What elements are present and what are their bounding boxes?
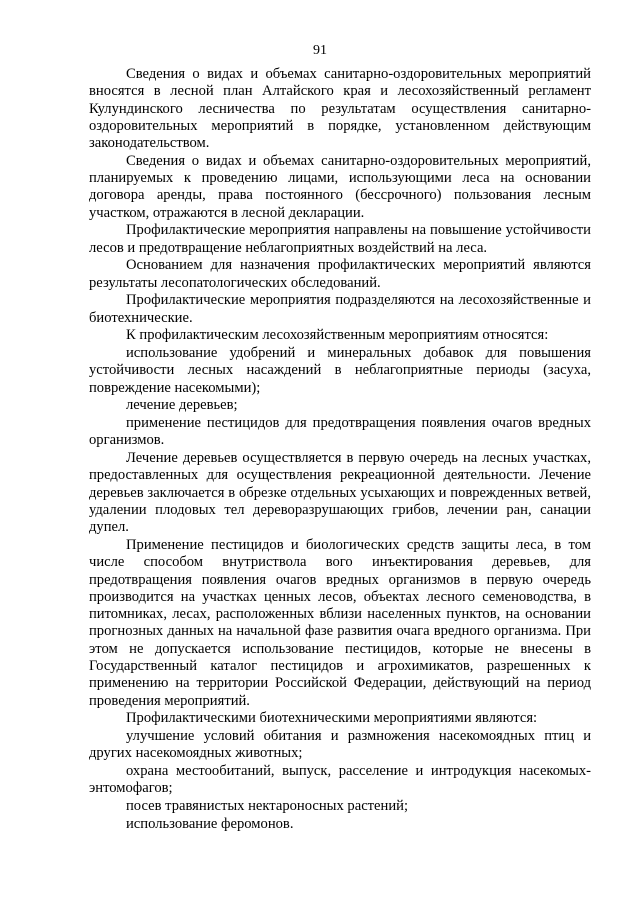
list-item: посев травянистых нектароносных растений; (126, 797, 409, 814)
paragraph: Лечение деревьев осуществляется в первую очередь на лесных участках, предоставленных для осуществления рекреационной деятельности. Лечение деревьев заключается в обрезке отдельных усыхающих и поврежденных ветвей, удалении плодовых тел дереворазрушающих грибов, лечении ран, санации дупел. (89, 450, 591, 536)
paragraph: Профилактическими биотехническими мероприятиями являются: (126, 710, 538, 727)
paragraph: Сведения о видах и объемах санитарно-оздоровительных мероприятий, планируемых к проведению лицами, использующими леса на основании договора аренды, права постоянного (бессрочного) пользования лесным участком, отражаются в лесной декларации. (89, 152, 591, 221)
list-item: использование удобрений и минеральных добавок для повышения устойчивости лесных насаждений в неблагоприятные периоды (засуха, повреждение насекомыми); (89, 345, 591, 396)
paragraph: Сведения о видах и объемах санитарно-оздоровительных мероприятий вносятся в лесной план Алтайского края и лесохозяйственный регламент Кулундинского лесничества по результатам осуществления санитарно-оздоровительных мероприятий в порядке, установленном действующим законодательством. (89, 66, 591, 152)
list-item: улучшение условий обитания и размножения насекомоядных птиц и других насекомоядных животных; (89, 727, 591, 762)
paragraph: Основанием для назначения профилактических мероприятий являются результаты лесопатологических обследований. (89, 257, 591, 291)
list-item: использование феромонов. (126, 815, 294, 832)
list-item: лечение деревьев; (126, 397, 238, 414)
paragraph: Применение пестицидов и биологических средств защиты леса, в том числе способом внутриствола вого инъектирования деревьев, для предотвращения появления очагов вредных организмов в первую очередь производится на участках ценных лесов, объектах лесного семеноводства, в питомниках, лесах, расположенных вблизи населенных пунктов, на основании прогнозных данных на начальной фазе развития очага вредного организма. При этом не допускается использование пестицидов, которые не внесены в Государственный каталог пестицидов и агрохимикатов, разрешенных к применению на территории Российской Федерации, действующий на период проведения мероприятий. (89, 536, 591, 709)
paragraph: Профилактические мероприятия направлены на повышение устойчивости лесов и предотвращение неблагоприятных воздействий на леса. (89, 222, 591, 256)
list-item: охрана местообитаний, выпуск, расселение и интродукция насекомых-энтомофагов; (89, 762, 591, 797)
list-item: применение пестицидов для предотвращения появления очагов вредных организмов. (89, 415, 591, 449)
page-body (89, 66, 591, 833)
paragraph: Профилактические мероприятия подразделяются на лесохозяйственные и биотехнические. (89, 292, 591, 326)
page-number: 91 (313, 43, 327, 58)
paragraph: К профилактическим лесохозяйственным мероприятиям относятся: (126, 327, 549, 344)
